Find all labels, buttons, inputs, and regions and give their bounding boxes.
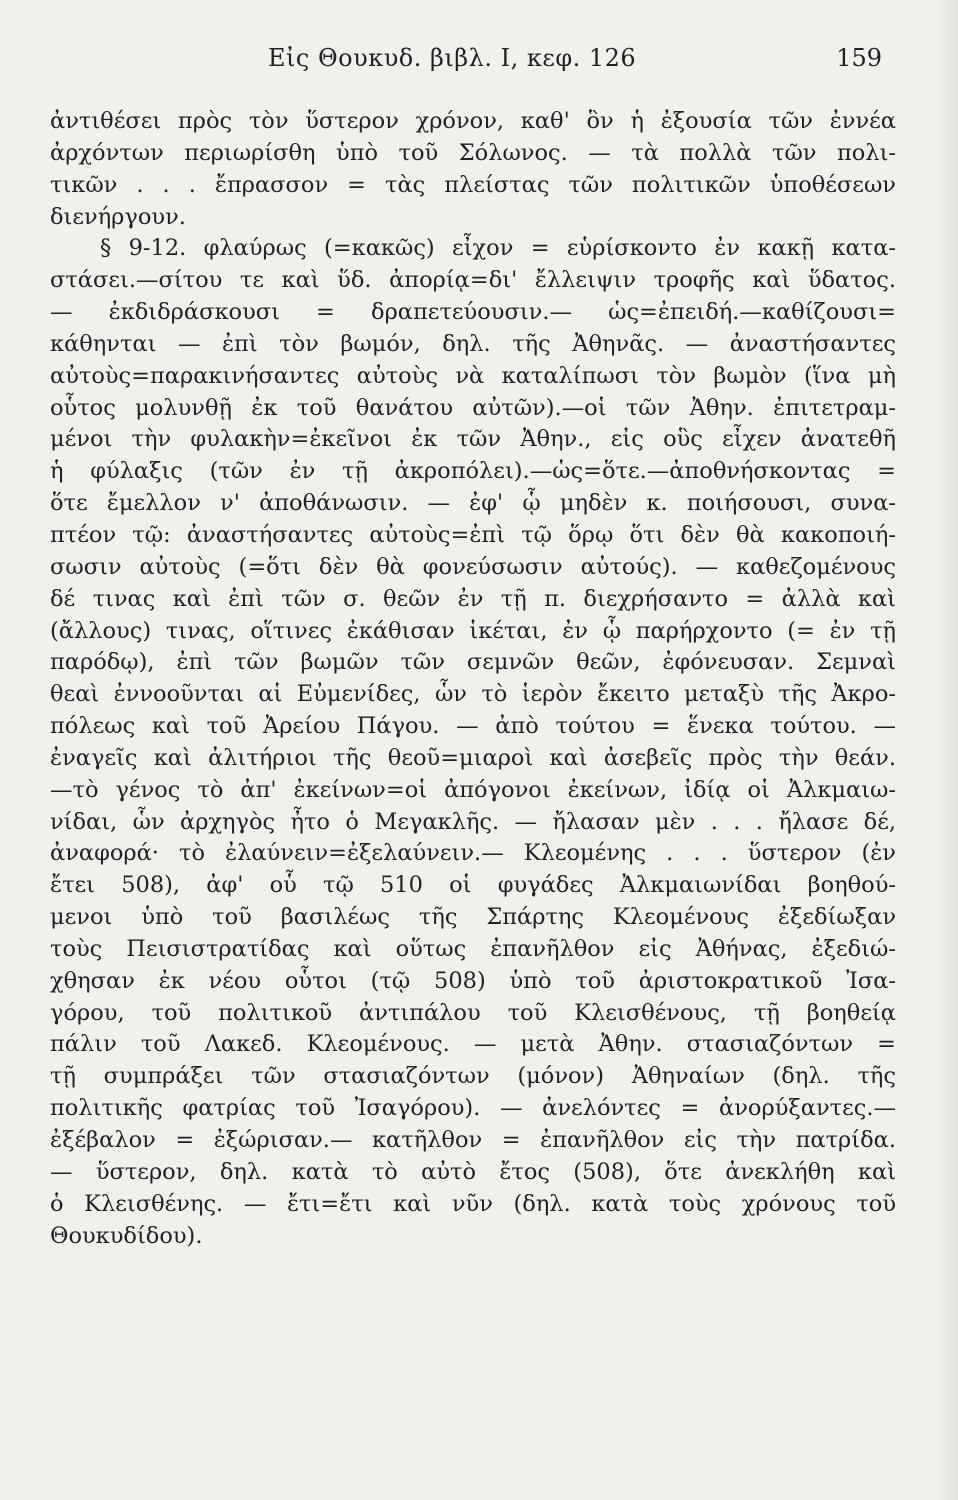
text-line: ἐναγεῖς καὶ ἀλιτήριοι τῆς θεοῦ=μιαροὶ καὶ ἀσεβεῖς πρὸς τὴν θεάν. bbox=[50, 744, 896, 771]
running-title: Εἰς Θουκυδ. βιβλ. I, κεφ. 126 bbox=[268, 44, 637, 72]
text-line: γόρου, τοῦ πολιτικοῦ ἀντιπάλου τοῦ Κλεισθένους, τῇ βοηθείᾳ bbox=[50, 999, 896, 1026]
text-line: § 9-12. φλαύρως (=κακῶς) εἶχον = εὑρίσκοντο ἐν κακῇ κατα- bbox=[100, 235, 896, 262]
text-line: θεαὶ ἐννοοῦνται αἱ Εὐμενίδες, ὧν τὸ ἱερὸν ἔκειτο μεταξὺ τῆς Ἀκρο- bbox=[50, 681, 896, 708]
text-line: ὁ Κλεισθένης. — ἔτι=ἔτι καὶ νῦν (δηλ. κατὰ τοὺς χρόνους τοῦ bbox=[50, 1190, 896, 1217]
text-line: ἀναφορά· τὸ ἐλαύνειν=ἐξελαύνειν.— Κλεομένης . . . ὕστερον (ἐν bbox=[50, 840, 896, 867]
text-line: πάλιν τοῦ Λακεδ. Κλεομένους. — μετὰ Ἀθην. στασιαζόντων = bbox=[50, 1031, 896, 1058]
text-line: μένοι τὴν φυλακὴν=ἐκεῖνοι ἐκ τῶν Ἀθην., εἰς οὓς εἶχεν ἀνατεθῆ bbox=[50, 426, 896, 453]
text-line: μενοι ὑπὸ τοῦ βασιλέως τῆς Σπάρτης Κλεομένους ἐξεδίωξαν bbox=[50, 904, 896, 931]
text-line: τικῶν . . . ἔπρασσον = τὰς πλείστας τῶν πολιτικῶν ὑποθέσεων bbox=[50, 171, 896, 198]
text-line: — ἐκδιδράσκουσι = δραπετεύουσιν.— ὡς=ἐπειδή.—καθίζουσι= bbox=[50, 299, 896, 326]
text-line: ἀρχόντων περιωρίσθη ὑπὸ τοῦ Σόλωνος. — τὰ πολλὰ τῶν πολι- bbox=[50, 139, 896, 166]
page-number: 159 bbox=[836, 44, 882, 72]
text-line: —τὸ γένος τὸ ἀπ' ἐκείνων=οἱ ἀπόγονοι ἐκείνων, ἰδίᾳ οἱ Ἀλκμαιω- bbox=[50, 776, 896, 803]
text-line: (ἄλλους) τινας, οἵτινες ἐκάθισαν ἱκέται, ἐν ᾧ παρήρχοντο (= ἐν τῇ bbox=[50, 617, 896, 644]
text-line: — ὕστερον, δηλ. κατὰ τὸ αὐτὸ ἔτος (508), ὅτε ἀνεκλήθη καὶ bbox=[50, 1158, 896, 1185]
text-line: ἔτει 508), ἀφ' οὗ τῷ 510 οἱ φυγάδες Ἀλκμαιωνίδαι βοηθού- bbox=[50, 872, 896, 899]
text-line: αὐτοὺς=παρακινήσαντες αὐτοὺς νὰ καταλίπωσι τὸν βωμὸν (ἵνα μὴ bbox=[50, 362, 896, 389]
text-line: Θουκυδίδου). bbox=[50, 1222, 203, 1249]
text-line: ὅτε ἔμελλον ν' ἀποθάνωσιν. — ἐφ' ᾧ μηδὲν κ. ποιήσουσι, συνα- bbox=[50, 490, 896, 517]
text-line: πτέον τῷ: ἀναστήσαντες αὐτοὺς=ἐπὶ τῷ ὅρῳ ὅτι δὲν θὰ κακοποιή- bbox=[50, 521, 896, 548]
text-line: σωσιν αὐτοὺς (=ὅτι δὲν θὰ φονεύσωσιν αὐτούς). — καθεζομένους bbox=[50, 553, 896, 580]
commentary-text bbox=[50, 106, 896, 1284]
text-line: παρόδῳ), ἐπὶ τῶν βωμῶν τῶν σεμνῶν θεῶν, ἐφόνευσαν. Σεμναὶ bbox=[50, 649, 896, 676]
text-line: οὗτος μολυνθῇ ἐκ τοῦ θανάτου αὐτῶν).—οἱ τῶν Ἀθην. ἐπιτετραμ- bbox=[50, 394, 896, 421]
text-line: νίδαι, ὧν ἀρχηγὸς ἦτο ὁ Μεγακλῆς. — ἤλασαν μὲν . . . ἤλασε δέ, bbox=[50, 808, 896, 835]
text-line: διενήργουν. bbox=[50, 203, 186, 230]
page-header bbox=[0, 44, 958, 78]
text-line: χθησαν ἐκ νέου οὗτοι (τῷ 508) ὑπὸ τοῦ ἀριστοκρατικοῦ Ἰσα- bbox=[50, 967, 896, 994]
text-line bbox=[50, 1252, 896, 1284]
text-line: κάθηνται — ἐπὶ τὸν βωμόν, δηλ. τῆς Ἀθηνᾶς. — ἀναστήσαντες bbox=[50, 330, 896, 357]
text-line: ἡ φύλαξις (τῶν ἐν τῇ ἀκροπόλει).—ὡς=ὅτε.—ἀποθνήσκοντας = bbox=[50, 458, 896, 485]
page-edge-shadow bbox=[934, 0, 958, 1500]
text-line: ἐξέβαλον = ἐξώρισαν.— κατῆλθον = ἐπανῆλθον εἰς τὴν πατρίδα. bbox=[50, 1127, 896, 1153]
text-line: ἀντιθέσει πρὸς τὸν ὕστερον χρόνον, καθ' ὃν ἡ ἐξουσία τῶν ἐννέα bbox=[50, 108, 896, 134]
text-line: τῇ συμπράξει τῶν στασιαζόντων (μόνον) Ἀθηναίων (δηλ. τῆς bbox=[50, 1063, 896, 1090]
text-line: τοὺς Πεισιστρατίδας καὶ οὕτως ἐπανῆλθον εἰς Ἀθήνας, ἐξεδιώ- bbox=[50, 935, 896, 962]
text-line: στάσει.—σίτου τε καὶ ὕδ. ἀπορίᾳ=δι' ἔλλειψιν τροφῆς καὶ ὕδατος. bbox=[50, 267, 896, 294]
text-line: δέ τινας καὶ ἐπὶ τῶν σ. θεῶν ἐν τῇ π. διεχρήσαντο = ἀλλὰ καὶ bbox=[50, 585, 896, 612]
text-line: πόλεως καὶ τοῦ Ἀρείου Πάγου. — ἀπὸ τούτου = ἕνεκα τούτου. — bbox=[50, 713, 896, 740]
text-line: πολιτικῆς φατρίας τοῦ Ἰσαγόρου). — ἀνελόντες = ἀνορύξαντες.— bbox=[50, 1095, 896, 1122]
